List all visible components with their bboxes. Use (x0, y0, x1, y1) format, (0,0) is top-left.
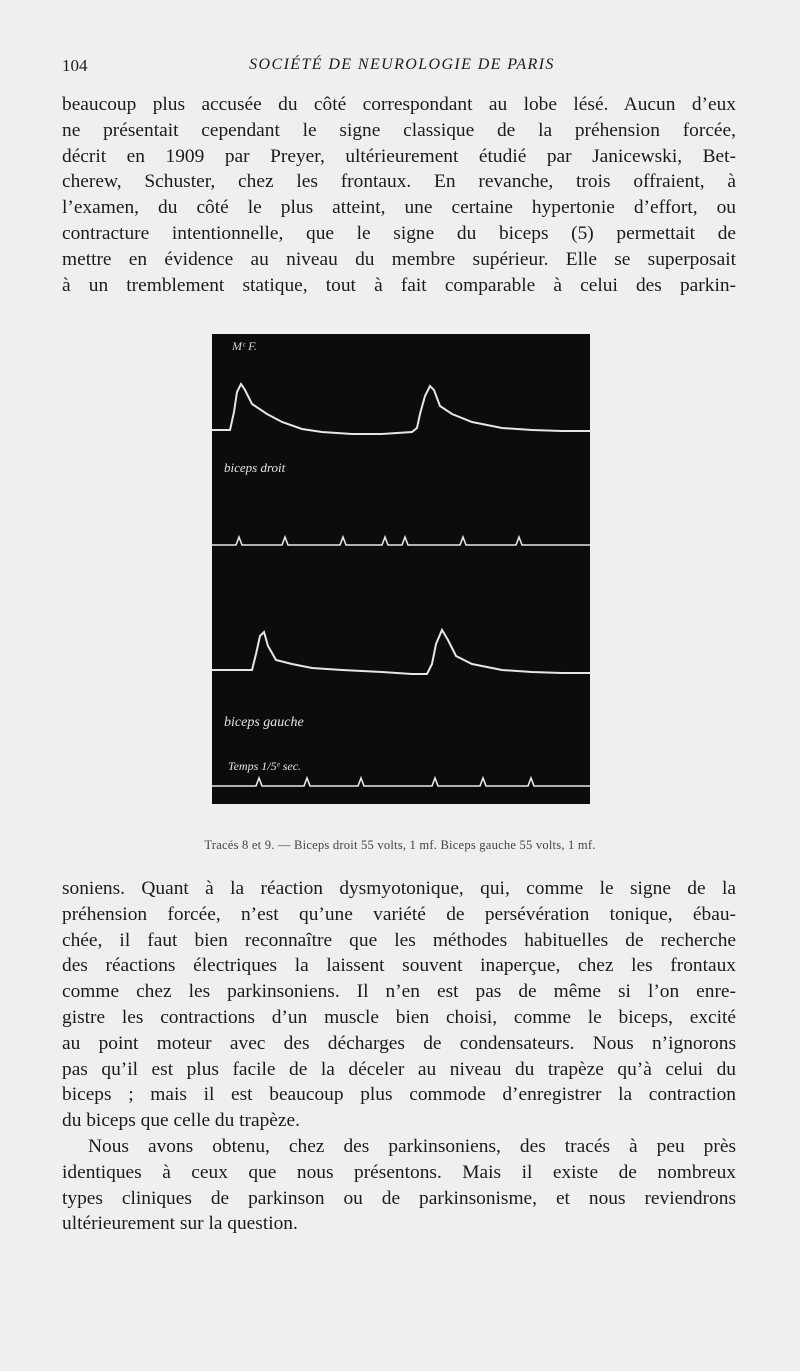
figure-label-top: Mᶜ F. (232, 339, 257, 353)
trace-time-marker-upper (212, 537, 590, 545)
text-line: décrit en 1909 par Preyer, ultérieurement étudié par Janicewski, Bet- (62, 145, 736, 167)
text-line: du biceps que celle du trapèze. (62, 1110, 300, 1132)
page-number: 104 (62, 56, 88, 75)
text-line: chée, il faut bien reconnaître que les méthodes habituelles de recherche (62, 929, 736, 951)
text-line: comme chez les parkinsoniens. Il n’en est pas de même si l’on enre- (62, 981, 736, 1003)
text-line: au point moteur avec des décharges de condensateurs. Nous n’ignorons (62, 1032, 736, 1054)
trace-biceps-gauche (212, 630, 590, 674)
paragraph-2 (62, 876, 736, 1237)
paragraph-1 (62, 92, 736, 298)
trace-time-marker-lower (212, 778, 590, 786)
text-line: cherew, Schuster, chez les frontaux. En revanche, trois offraient, à (62, 171, 736, 193)
running-title: SOCIÉTÉ DE NEUROLOGIE DE PARIS (249, 56, 555, 73)
text-line: Nous avons obtenu, chez des parkinsoniens, des tracés à peu près (88, 1135, 736, 1157)
figure-label-biceps-gauche: biceps gauche (224, 715, 304, 730)
text-line: pas qu’il est plus facile de la déceler au niveau du trapèze qu’à celui du (62, 1058, 736, 1080)
text-line: des réactions électriques la laissent souvent inaperçue, chez les frontaux (62, 955, 736, 977)
emg-tracing-figure (212, 334, 590, 804)
text-line: soniens. Quant à la réaction dysmyotonique, qui, comme le signe de la (62, 878, 736, 899)
text-line: à un tremblement statique, tout à fait comparable à celui des parkin- (62, 274, 736, 296)
trace-biceps-droit (212, 384, 590, 434)
text-line: contracture intentionnelle, que le signe du biceps (5) permettait de (62, 222, 736, 244)
text-line: identiques à ceux que nous présentons. Mais il existe de nombreux (62, 1161, 736, 1183)
text-line: préhension forcée, n’est qu’une variété de persévération tonique, ébau- (62, 903, 736, 925)
figure-label-time: Temps 1/5ᵉ sec. (228, 759, 302, 773)
figure-caption: Tracés 8 et 9. — Biceps droit 55 volts, 1 mf. Biceps gauche 55 volts, 1 mf. (204, 838, 596, 852)
text-line: beaucoup plus accusée du côté correspondant au lobe lésé. Aucun d’eux (62, 94, 736, 115)
page-header (62, 56, 742, 80)
figure-label-biceps-droit: biceps droit (224, 460, 286, 475)
text-line: types cliniques de parkinson ou de parkinsonisme, et nous reviendrons (62, 1187, 736, 1209)
tracing-plot (212, 334, 590, 804)
text-line: ultérieurement sur la question. (62, 1213, 298, 1235)
text-line: gistre les contractions d’un muscle bien choisi, comme le biceps, excité (62, 1006, 736, 1028)
text-line: mettre en évidence au niveau du membre supérieur. Elle se superposait (62, 248, 736, 270)
text-line: l’examen, du côté le plus atteint, une certaine hypertonie d’effort, ou (62, 197, 736, 219)
text-line: biceps ; mais il est beaucoup plus commode d’enregistrer la contraction (62, 1084, 736, 1106)
text-line: ne présentait cependant le signe classique de la préhension forcée, (62, 119, 736, 141)
